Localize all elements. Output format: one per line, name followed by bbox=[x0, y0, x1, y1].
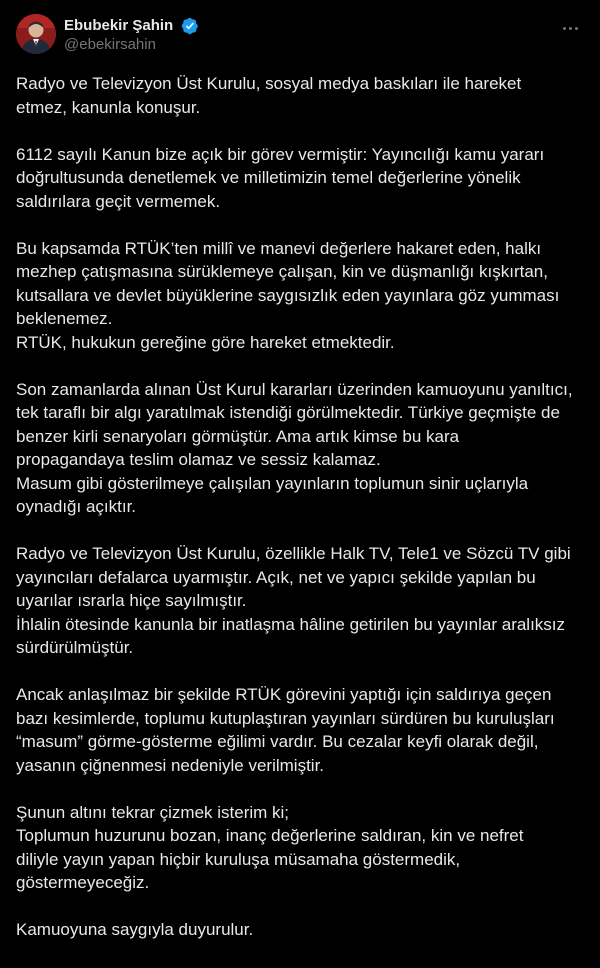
tweet-text-line: Son zamanlarda alınan Üst Kurul kararları üzerinden kamuoyunu yanıltıcı, bbox=[16, 379, 573, 399]
author-handle[interactable]: @ebekirsahin bbox=[64, 36, 156, 53]
tweet-text-line: Radyo ve Televizyon Üst Kurulu, sosyal medya baskıları ile hareket bbox=[16, 74, 522, 93]
tweet-paragraph bbox=[16, 542, 588, 660]
tweet-text-line: diliyle yayın yapan hiçbir kuruluşa müsamaha göstermedik, bbox=[16, 849, 461, 869]
tweet-text-line: beklenemez. bbox=[16, 309, 113, 328]
tweet-text-line: propagandaya teslim olamaz ve sessiz kalamaz. bbox=[16, 450, 381, 469]
author-display-name[interactable]: Ebubekir Şahin bbox=[64, 17, 174, 34]
tweet-paragraph bbox=[16, 801, 588, 895]
tweet-text-line: uyarılar ısrarla hiçe sayılmıştır. bbox=[16, 591, 247, 610]
tweet-text-line: İhlalin ötesinde kanunla bir inatlaşma hâline getirilen bu yayınlar aralıksız bbox=[16, 614, 566, 634]
tweet-text-line: saldırılara geçit vermemek. bbox=[16, 191, 221, 211]
tweet-text-line: yayıncıları defalarca uyarmıştır. Açık, net ve yapıcı şekilde yapılan bu bbox=[16, 567, 536, 587]
tweet-text-line: Toplumun huzurunu bozan, inanç değerlerine saldıran, kin ve nefret bbox=[16, 826, 524, 845]
tweet-text-line: mezhep çatışmasına sürüklemeye çalışan, kin ve düşmanlığı kışkırtan, bbox=[16, 262, 548, 281]
tweet-paragraph bbox=[16, 237, 588, 355]
profile-photo-icon bbox=[16, 14, 56, 54]
tweet-paragraph bbox=[16, 918, 588, 942]
tweet-text-line: etmez, kanunla konuşur. bbox=[16, 97, 201, 117]
avatar[interactable] bbox=[16, 14, 56, 54]
tweet-text-line: Radyo ve Televizyon Üst Kurulu, özellikle Halk TV, Tele1 ve Sözcü TV gibi bbox=[16, 544, 571, 563]
tweet-text-line: tek taraflı bir algı yaratılmak istendiği görülmektedir. Türkiye geçmişte de bbox=[16, 403, 560, 422]
tweet-text-line: Kamuoyuna saygıyla duyurulur. bbox=[16, 920, 254, 939]
tweet-paragraph bbox=[16, 72, 588, 119]
tweet-text-line: Şunun altını tekrar çizmek isterim ki; bbox=[16, 802, 290, 822]
author-info bbox=[64, 16, 199, 55]
tweet-text-line: oynadığı açıktır. bbox=[16, 497, 137, 516]
tweet-text-line: bazı kesimlerde, toplumu kutuplaştıran yayınları sürdüren bu kuruluşları bbox=[16, 708, 555, 728]
more-options-icon[interactable] bbox=[558, 18, 582, 38]
tweet-paragraph bbox=[16, 683, 588, 777]
tweet-text-line: kutsallara ve devlet büyüklerine saygısızlık eden yayınlara göz yumması bbox=[16, 285, 560, 305]
tweet-text-line: “masum” görme-gösterme eğilimi vardır. Bu cezalar keyfi olarak değil, bbox=[16, 732, 539, 751]
tweet-text-line: yasanın çiğnenmesi nedeniyle verilmiştir. bbox=[16, 755, 325, 775]
tweet-paragraph bbox=[16, 378, 588, 519]
tweet-text-line: Masum gibi gösterilmeye çalışılan yayınların toplumun sinir uçlarıyla bbox=[16, 473, 529, 493]
tweet-text-line: RTÜK, hukukun gereğine göre hareket etmektedir. bbox=[16, 332, 395, 352]
tweet-text-line: Ancak anlaşılmaz bir şekilde RTÜK görevini yaptığı için saldırıya geçen bbox=[16, 685, 552, 704]
tweet-text-line: 6112 sayılı Kanun bize açık bir görev vermiştir: Yayıncılığı kamu yararı bbox=[16, 144, 545, 164]
tweet-text-line: göstermeyeceğiz. bbox=[16, 873, 150, 892]
tweet-text-line: benzer kirli senaryoları görmüştür. Ama artık kimse bu kara bbox=[16, 426, 460, 446]
tweet-text-line: sürdürülmüştür. bbox=[16, 638, 134, 657]
tweet-text-line: doğrultusunda denetlemek ve milletimizin temel değerlerine yönelik bbox=[16, 168, 521, 187]
verified-badge-icon[interactable] bbox=[181, 17, 199, 35]
tweet-text-line: Bu kapsamda RTÜK’ten millî ve manevi değerlere hakaret eden, halkı bbox=[16, 238, 542, 258]
tweet-text bbox=[16, 72, 588, 965]
tweet-paragraph bbox=[16, 143, 588, 214]
tweet-header bbox=[16, 14, 584, 58]
